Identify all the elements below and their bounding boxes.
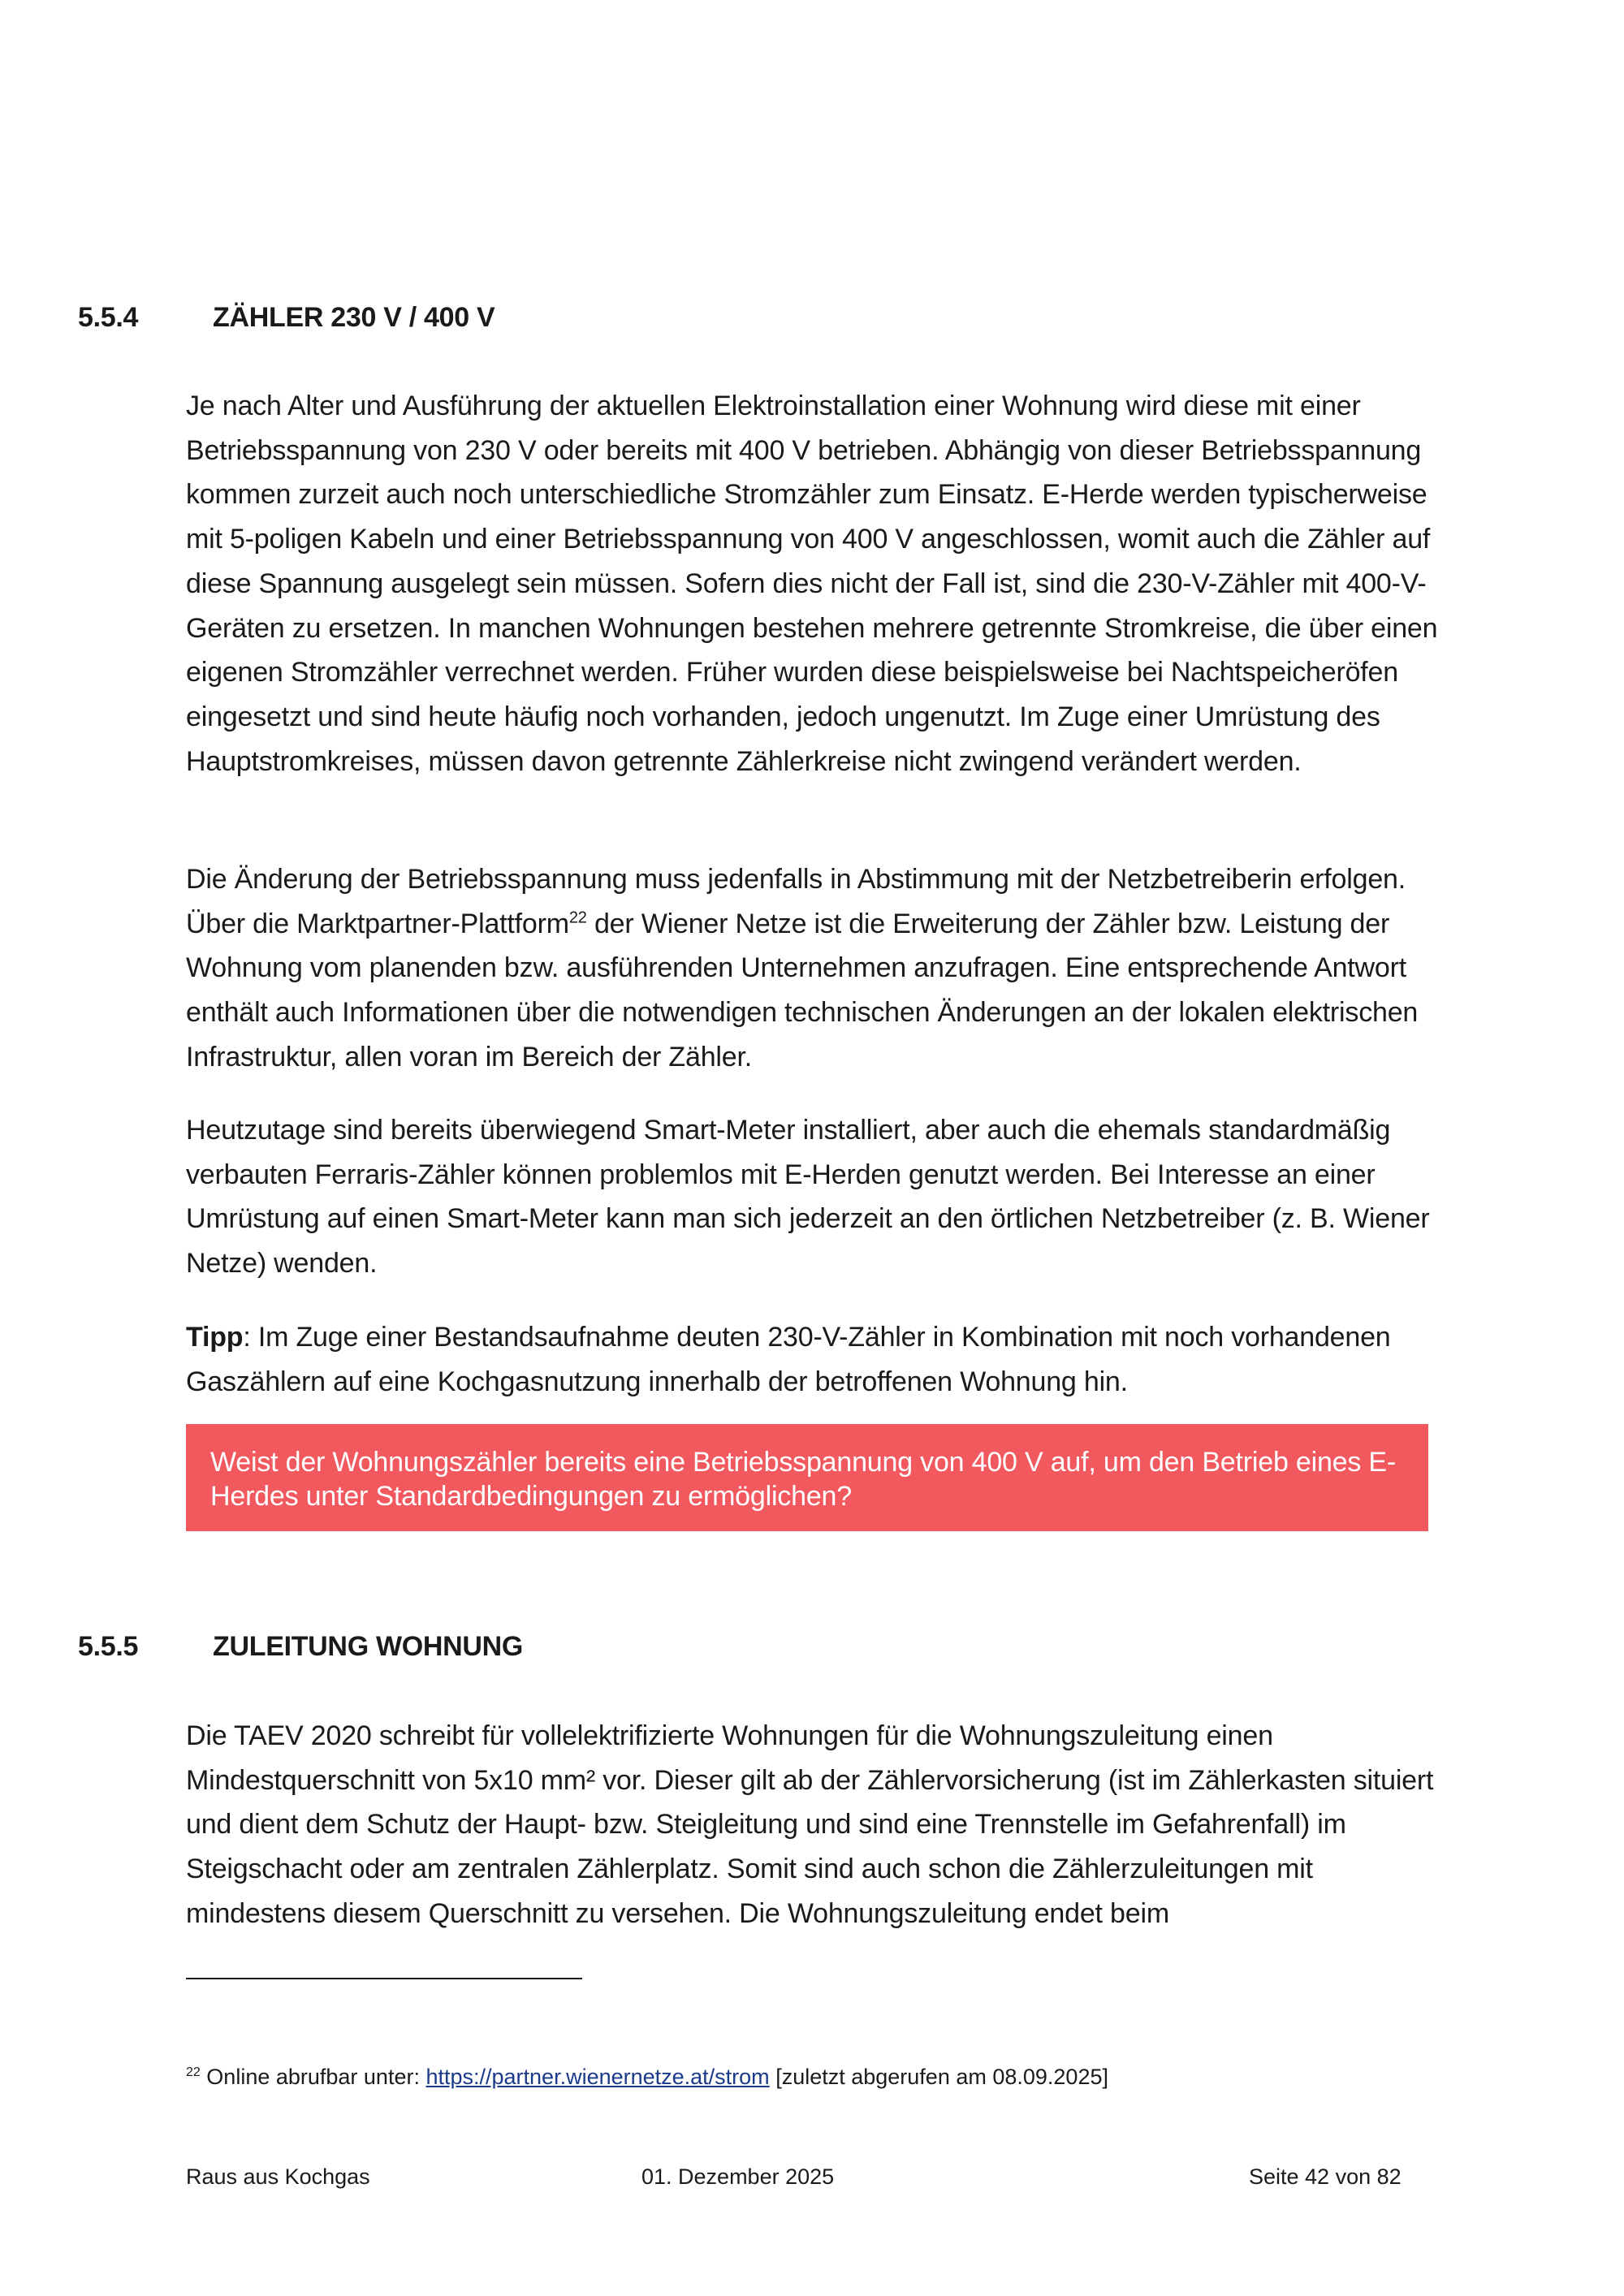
tip-text: : Im Zuge einer Bestandsaufnahme deuten 230-V-Zähler in Kombination mit noch vorhandenen Gaszählern auf eine Kochgasnutzung innerhalb der betroffenen Wohnung hin.	[186, 1322, 1391, 1397]
footer-document-title: Raus aus Kochgas	[186, 2164, 370, 2189]
tip-label: Tipp	[186, 1322, 244, 1353]
paragraph-voltage-intro: Je nach Alter und Ausführung der aktuellen Elektroinstallation einer Wohnung wird diese mit einer Betriebsspannung von 230 V oder bereits mit 400 V betrieben. Abhängig von dieser Betriebsspannung kommen zurzeit auch noch unterschiedliche Stromzähler zum Einsatz. E-Herde werden typischerweise mit 5-poligen Kabeln und einer Betriebsspannung von 400 V angeschlossen, womit auch die Zähler auf diese Spannung ausgelegt sein müssen. Sofern dies nicht der Fall ist, sind die 230-V-Zähler mit 400-V-Geräten zu ersetzen. In manchen Wohnungen bestehen mehrere getrennte Stromkreise, die über einen eigenen Stromzähler verrechnet werden. Früher wurden diese beispielsweise bei Nachtspeicheröfen eingesetzt und sind heute häufig noch vorhanden, jedoch ungenutzt. Im Zuge einer Umrüstung des Hauptstromkreises, müssen davon getrennte Zählerkreise nicht zwingend verändert werden.	[186, 391, 1438, 777]
section-title: ZULEITUNG WOHNUNG	[213, 1631, 524, 1662]
footnote-reference[interactable]: 22	[568, 908, 587, 927]
question-callout: Weist der Wohnungszähler bereits eine Betriebsspannung von 400 V auf, um den Betrieb eines E-Herdes unter Standardbedingungen zu ermöglichen?	[186, 1424, 1428, 1531]
section-number: 5.5.4	[78, 302, 139, 333]
paragraph-supply-line: Die TAEV 2020 schreibt für vollelektrifizierte Wohnungen für die Wohnungszuleitung einen Mindestquerschnitt von 5x10 mm² vor. Dieser gilt ab der Zählervorsicherung (ist im Zählerkasten situiert und dient dem Schutz der Haupt- bzw. Steigleitung und sind eine Trennstelle im Gefahrenfall) im Steigschacht oder am zentralen Zählerplatz. Somit sind auch schon die Zählerzuleitungen mit mindestens diesem Querschnitt zu versehen. Die Wohnungszuleitung endet beim	[186, 1720, 1434, 1929]
footer-page-number: Seite 42 von 82	[1249, 2164, 1402, 2189]
footnote-marker: 22	[186, 2065, 201, 2079]
section-number: 5.5.5	[78, 1631, 139, 1662]
section-title: ZÄHLER 230 V / 400 V	[213, 302, 495, 333]
paragraph-text: der Wiener Netze ist die Erweiterung der Zähler bzw. Leistung der Wohnung vom planenden bzw. ausführenden Unternehmen anzufragen. Eine entsprechende Antwort enthält auch Informationen über die notwendigen technischen Änderungen an der lokalen elektrischen Infrastruktur, allen voran im Bereich der Zähler.	[186, 908, 1419, 1072]
footer-date: 01. Dezember 2025	[641, 2164, 835, 2189]
paragraph-tip	[186, 1315, 1453, 1404]
footnote-text-end: [zuletzt abgerufen am 08.09.2025]	[769, 2065, 1108, 2089]
paragraph-text: Die Änderung der Betriebsspannung muss jedenfalls in Abstimmung mit der Netzbetreiberin erfolgen. Über die Marktpartner-Plattform	[186, 864, 1406, 939]
footnote-text: Online abrufbar unter:	[200, 2065, 426, 2089]
paragraph-smart-meter: Heutzutage sind bereits überwiegend Smart-Meter installiert, aber auch die ehemals standardmäßig verbauten Ferraris-Zähler können problemlos mit E-Herden genutzt werden. Bei Interesse an einer Umrüstung auf einen Smart-Meter kann man sich jederzeit an den örtlichen Netzbetreiber (z. B. Wiener Netze) wenden.	[186, 1115, 1430, 1280]
footnote	[186, 2065, 1108, 2090]
footnote-link[interactable]: https://partner.wienernetze.at/strom	[425, 2065, 770, 2089]
paragraph-voltage-change	[186, 857, 1453, 1080]
footnote-separator	[186, 1978, 582, 1979]
